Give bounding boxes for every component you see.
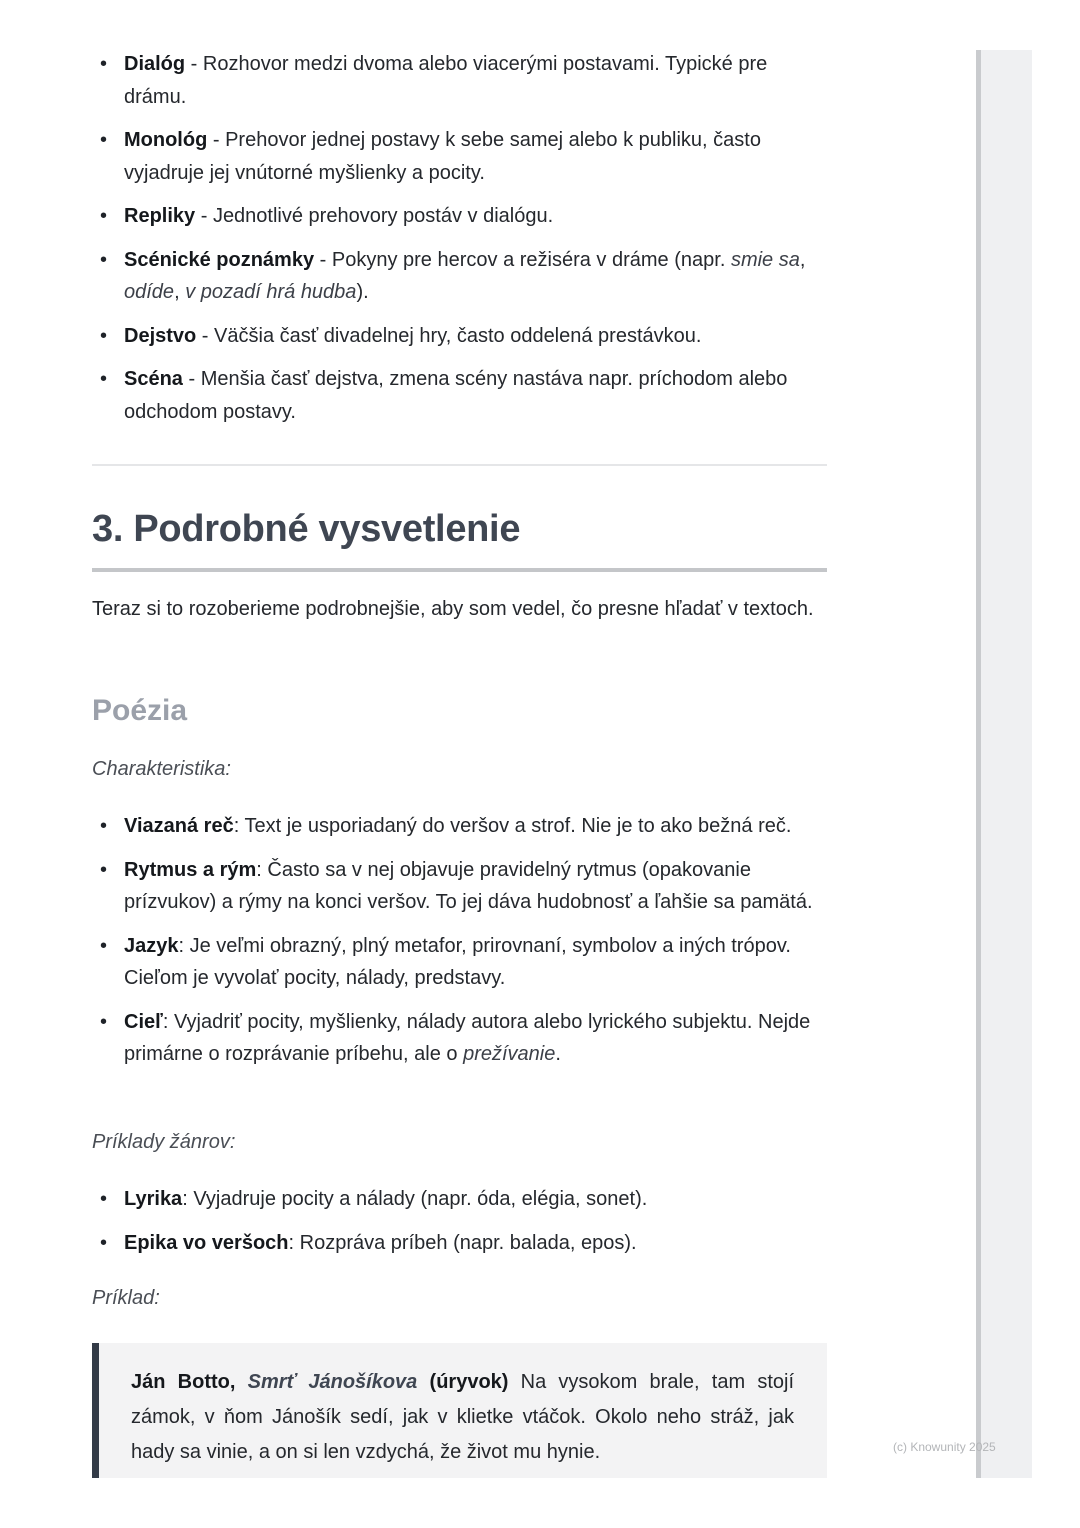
genres-label: Príklady žánrov: bbox=[92, 1131, 236, 1153]
bullet-icon: • bbox=[100, 1188, 108, 1210]
example-phrase: odíde bbox=[124, 281, 175, 303]
subsection-heading-poezia: Poézia bbox=[92, 694, 188, 727]
emphasis: prežívanie bbox=[463, 1043, 556, 1065]
bullet-icon: • bbox=[100, 858, 108, 881]
example-phrase: smie sa bbox=[730, 248, 800, 271]
bullet-icon: • bbox=[100, 815, 108, 837]
bullet-icon: • bbox=[100, 1231, 108, 1254]
characteristics-list bbox=[92, 810, 827, 1071]
term: Dejstvo bbox=[124, 324, 197, 347]
term: Rytmus a rým bbox=[124, 858, 257, 881]
bullet-icon: • bbox=[100, 1010, 108, 1033]
bullet-icon: • bbox=[100, 205, 108, 227]
definition: Rozpráva príbeh (napr. balada, epos). bbox=[299, 1231, 637, 1254]
definition: Menšia časť dejstva, zmena scény nastáva napr. príchodom alebo odchodom postavy. bbox=[124, 368, 788, 423]
quote-title: Smrť Jánošíkova bbox=[247, 1371, 418, 1393]
definition: Vyjadruje pocity a nálady (napr. óda, elégia, sonet). bbox=[193, 1188, 648, 1210]
list-item: • Repliky - Jednotlivé prehovory postáv v dialógu. bbox=[92, 200, 827, 233]
definition: Prehovor jednej postavy k sebe samej alebo k publiku, často vyjadruje jej vnútorné myšlienky a pocity. bbox=[124, 129, 761, 184]
bullet-icon: • bbox=[100, 129, 108, 151]
section-heading: 3. Podrobné vysvetlenie bbox=[92, 508, 521, 550]
definition: Pokyny pre hercov a režiséra v dráme (napr. bbox=[331, 248, 731, 271]
list-item: • Scéna - Menšia časť dejstva, zmena scény nastáva napr. príchodom alebo odchodom postavy. bbox=[92, 363, 827, 428]
definition: Jednotlivé prehovory postáv v dialógu. bbox=[212, 205, 554, 227]
definition: Je veľmi obrazný, plný metafor, prirovnaní, symbolov a iných trópov. Cieľom je vyvolať pocity, nálady, predstavy. bbox=[124, 934, 791, 989]
definition: Text je usporiadaný do veršov a strof. Nie je to ako bežná reč. bbox=[244, 815, 792, 837]
term: Repliky bbox=[124, 205, 196, 227]
list-item: • Viazaná reč: Text je usporiadaný do veršov a strof. Nie je to ako bežná reč. bbox=[92, 810, 827, 843]
term: Viazaná reč bbox=[124, 815, 234, 837]
term: Epika vo veršoch bbox=[124, 1231, 289, 1254]
characteristics-label: Charakteristika: bbox=[92, 758, 231, 780]
term: Monológ bbox=[124, 129, 208, 151]
side-panel bbox=[976, 50, 1032, 1478]
genres-section bbox=[92, 1183, 827, 1270]
example-phrase: v pozadí hrá hudba bbox=[185, 281, 357, 303]
poem-quote bbox=[92, 1343, 827, 1478]
bullet-icon: • bbox=[100, 248, 108, 271]
drama-terms-list bbox=[92, 48, 827, 428]
example-label: Príklad: bbox=[92, 1287, 160, 1309]
list-item: • Cieľ: Vyjadriť pocity, myšlienky, nálady autora alebo lyrického subjektu. Nejde primárne o rozprávanie príbehu, ale o prežívanie. bbox=[92, 1006, 827, 1071]
definition: Väčšia časť divadelnej hry, často oddelená prestávkou. bbox=[214, 324, 702, 347]
definition: Vyjadriť pocity, myšlienky, nálady autora alebo lyrického subjektu. Nejde primárne o rozprávanie príbehu, ale o bbox=[124, 1010, 811, 1065]
bullet-icon: • bbox=[100, 934, 108, 957]
quote-note: (úryvok) bbox=[429, 1371, 509, 1393]
bullet-icon: • bbox=[100, 324, 108, 347]
list-item: • Scénické poznámky - Pokyny pre hercov a režiséra v dráme (napr. smie sa, odíde, v pozadí hrá hudba). bbox=[92, 244, 827, 309]
drama-terms-section bbox=[92, 48, 827, 439]
list-item: • Dialóg - Rozhovor medzi dvoma alebo viacerými postavami. Typické pre drámu. bbox=[92, 48, 827, 113]
list-item: • Dejstvo - Väčšia časť divadelnej hry, často oddelená prestávkou. bbox=[92, 320, 827, 353]
definition: Často sa v nej objavuje pravidelný rytmus (opakovanie prízvukov) a rýmy na konci veršov. To jej dáva hudobnosť a ľahšie sa pamätá. bbox=[124, 858, 813, 913]
definition: Rozhovor medzi dvoma alebo viacerými postavami. Typické pre drámu. bbox=[124, 53, 768, 108]
term: Scénické poznámky bbox=[124, 248, 315, 271]
quote-author: Ján Botto, bbox=[131, 1371, 236, 1393]
list-item: • Jazyk: Je veľmi obrazný, plný metafor, prirovnaní, symbolov a iných trópov. Cieľom je vyvolať pocity, nálady, predstavy. bbox=[92, 930, 827, 995]
bullet-icon: • bbox=[100, 53, 108, 75]
characteristics-section bbox=[92, 810, 827, 1082]
section-intro: Teraz si to rozoberieme podrobnejšie, aby som vedel, čo presne hľadať v textoch. bbox=[92, 598, 814, 620]
genres-list bbox=[92, 1183, 827, 1259]
quote-text: Na vysokom brale, tam stojí zámok, v ňom Jánošík sedí, jak v klietke vtáčok. Okolo neho stráž, jak hady sa vinie, a on si len vzdychá, že život mu hynie. bbox=[131, 1371, 795, 1463]
term: Scéna bbox=[124, 368, 183, 390]
term: Lyrika bbox=[124, 1188, 183, 1210]
list-item: • Monológ - Prehovor jednej postavy k sebe samej alebo k publiku, často vyjadruje jej vnútorné myšlienky a pocity. bbox=[92, 124, 827, 189]
list-item: • Epika vo veršoch: Rozpráva príbeh (napr. balada, epos). bbox=[92, 1227, 827, 1260]
list-item: • Lyrika: Vyjadruje pocity a nálady (napr. óda, elégia, sonet). bbox=[92, 1183, 827, 1216]
term: Cieľ bbox=[124, 1010, 163, 1033]
section-divider bbox=[92, 464, 827, 466]
heading-underline bbox=[92, 568, 827, 572]
list-item: • Rytmus a rým: Často sa v nej objavuje pravidelný rytmus (opakovanie prízvukov) a rýmy na konci veršov. To jej dáva hudobnosť a ľahšie sa pamätá. bbox=[92, 854, 827, 919]
term: Jazyk bbox=[124, 934, 179, 957]
term: Dialóg bbox=[124, 53, 186, 75]
copyright-notice: (c) Knowunity 2025 bbox=[893, 1440, 996, 1454]
bullet-icon: • bbox=[100, 368, 108, 390]
